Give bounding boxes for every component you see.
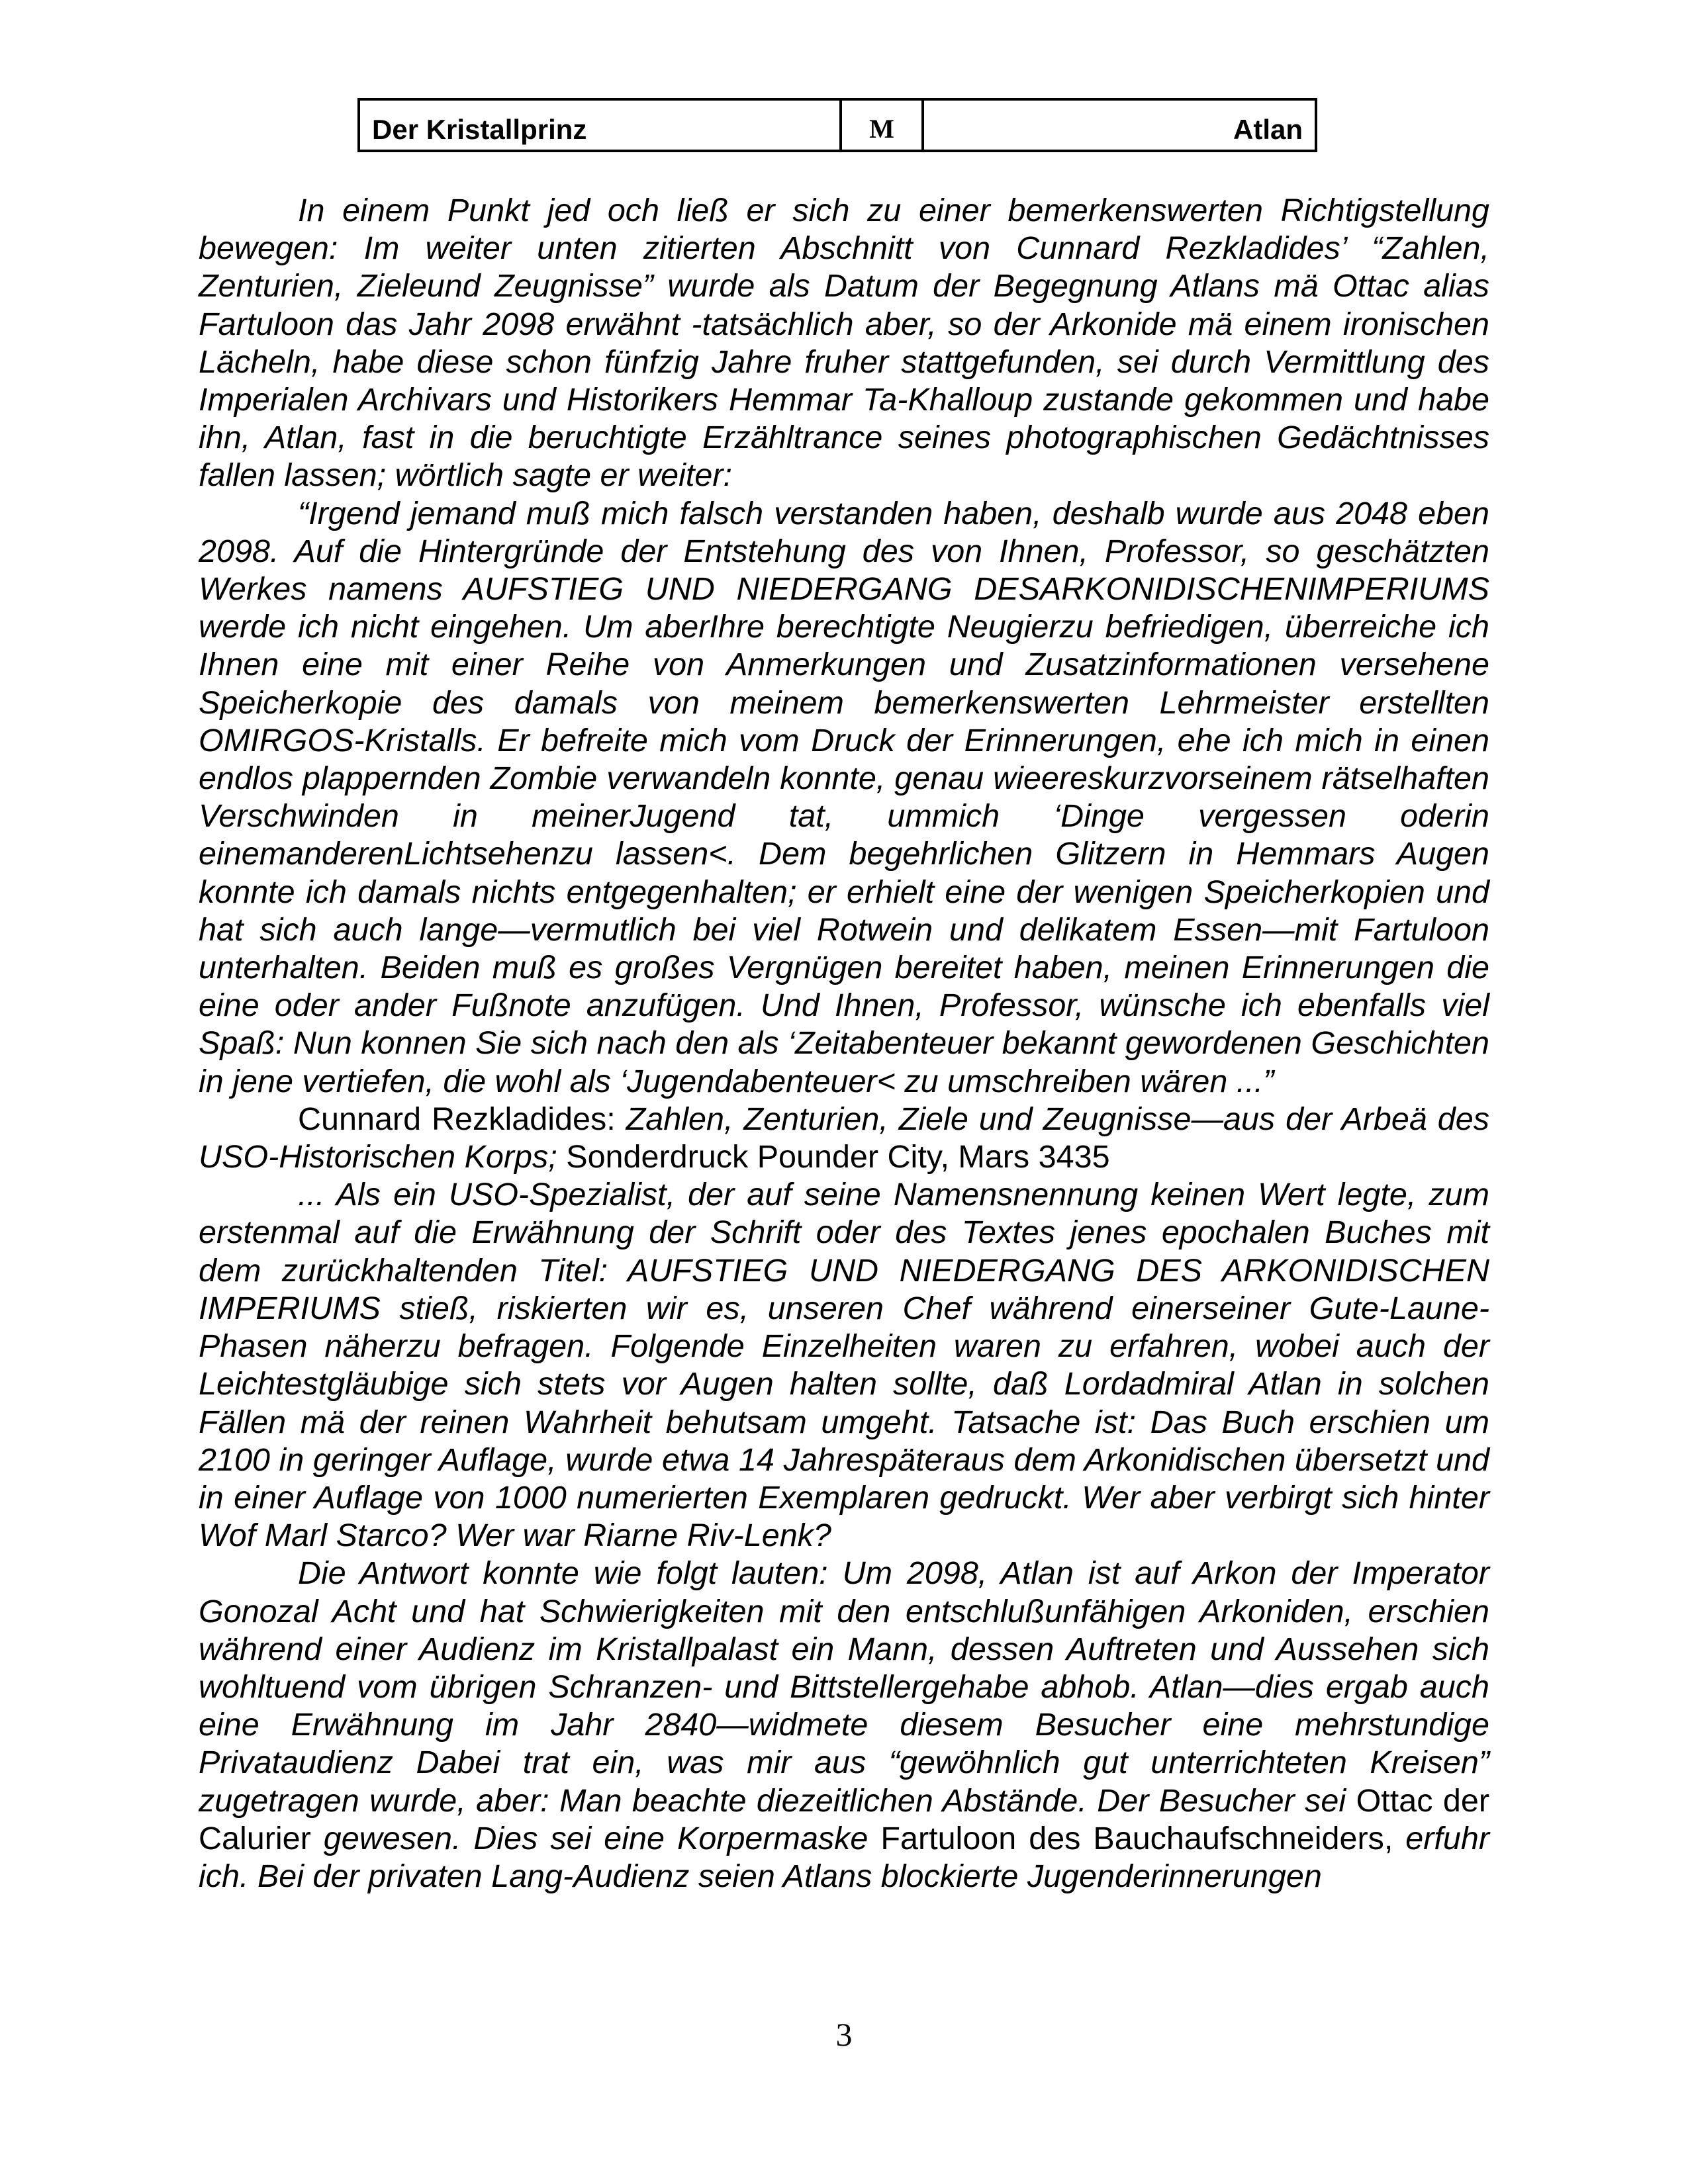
paragraph-5-part-d: Fartuloon des Bauchaufschneiders,: [880, 1820, 1393, 1856]
paragraph-5-part-c: gewesen. Dies sei eine Korpermaske: [310, 1820, 881, 1856]
paragraph-5: [199, 1555, 1489, 1895]
citation-title: Zahlen, Zenturien, Ziele und Zeugnisse—aus der Arbeä des USO-Historischen Korps;: [199, 1101, 1489, 1175]
paragraph-5-part-a: Die Antwort konnte wie folgt lauten: Um 2098, Atlan ist auf Arkon der Imperator Gonozal Acht und hat Schwierigkeiten mit den entschlußunfähigen Arkoniden, erschien während einer Audienz im Kristallpalast ein Mann, dessen Auftreten und Aussehen sich wohltuend vom übrigen Schranzen- und Bittstellergehabe abhob. Atlan—dies ergab auch eine Erwähnung im Jahr 2840—widmete diesem Besucher eine mehrstundige Privataudienz Dabei trat ein, was mir aus “gewöhnlich gut unterrichteten Kreisen” zugetragen wurde, aber: Man beachte diezeitlichen Abstände. Der Besucher sei: [199, 1555, 1489, 1819]
page-number: 3: [835, 2016, 853, 2053]
paragraph-4: ... Als ein USO-Spezialist, der auf seine Namensnennung keinen Wert legte, zum erstenmal auf die Erwähnung der Schrift oder des Textes jenes epochalen Buches mit dem zurückhaltenden Titel: AUFSTIEG UND NIEDERGANG DES ARKONIDISCHEN IMPERIUMS stieß, riskierten wir es, unseren Chef während einerseiner Gute-Laune-Phasen näherzu befragen. Folgende Einzelheiten waren zu erfahren, wobei auch der Leichtestgläubige sich stets vor Augen halten sollte, daß Lordadmiral Atlan in solchen Fällen mä der reinen Wahrheit behutsam umgeht. Tatsache ist: Das Buch erschien um 2100 in geringer Auflage, wurde etwa 14 Jahrespäteraus dem Arkonidischen übersetzt und in einer Auflage von 1000 numerierten Exemplaren gedruckt. Wer aber verbirgt sich hinter Wof Marl Starco? Wer war Riarne Riv-Lenk?: [199, 1177, 1489, 1554]
paragraph-5-part-e: erfuhr ich. Bei der privaten Lang-Audienz seien Atlans blockierte Jugenderinnerungen: [199, 1820, 1490, 1894]
citation-publisher: Sonderdruck Pounder City, Mars 3435: [557, 1139, 1110, 1175]
paragraph-5-part-b: Ottac der Calurier: [199, 1782, 1489, 1856]
header-mark: M: [842, 101, 924, 150]
citation-author: Cunnard Rezkladides:: [298, 1101, 626, 1137]
paragraph-2-quote: “Irgend jemand muß mich falsch verstanden haben, deshalb wurde aus 2048 eben 2098. Auf die Hintergründe der Entstehung des von Ihnen, Professor, so geschätzten Werkes namens AUFSTIEG UND NIEDERGANG DESARKONIDISCHENIMPERIUMS werde ich nicht eingehen. Um aberIhre berechtigte Neugierzu befriedigen, überreiche ich Ihnen eine mit einer Reihe von Anmerkungen und Zusatzinformationen versehene Speicherkopie des damals von meinem bemerkenswerten Lehrmeister erstellten OMIRGOS-Kristalls. Er befreite mich vom Druck der Erinnerungen, ehe ich mich in einen endlos plappernden Zombie verwandeln konnte, genau wieereskurzvorseinem rätselhaften Verschwinden in meinerJugend tat, ummich ‘Dinge vergessen oderin einemanderenLichtsehenzu lassen<. Dem begehrlichen Glitzern in Hemmars Augen konnte ich damals nichts entgegenhalten; er erhielt eine der wenigen Speicherkopien und hat sich auch lange—vermutlich bei viel Rotwein und delikatem Essen—mit Fartuloon unterhalten. Beiden muß es großes Vergnügen bereitet haben, meinen Erinnerungen die eine oder ander Fußnote anzufügen. Und Ihnen, Professor, wünsche ich ebenfalls viel Spaß: Nun konnen Sie sich nach den als ‘Zeitabenteuer bekannt gewordenen Geschichten in jene vertiefen, die wohl als ‘Jugendabenteuer< zu umschreiben wären ...”: [199, 495, 1489, 1099]
paragraph-1: In einem Punkt jed och ließ er sich zu einer bemerkenswerten Richtigstellung bewegen: Im weiter unten zitierten Abschnitt von Cunnard Rezkladides’ “Zahlen, Zenturien, Zieleund Zeugnisse” wurde als Datum der Begegnung Atlans mä Ottac alias Fartuloon das Jahr 2098 erwähnt -tatsächlich aber, so der Arkonide mä einem ironischen Lächeln, habe diese schon fünfzig Jahre fruher stattgefunden, sei durch Vermittlung des Imperialen Archivars und Historikers Hemmar Ta-Khalloup zustande gekommen und habe ihn, Atlan, fast in die beruchtigte Erzähltrance seines photographischen Gedächtnisses fallen lassen; wörtlich sagte er weiter:: [199, 193, 1489, 494]
running-header: [357, 98, 1317, 152]
paragraph-3-citation: [199, 1101, 1489, 1176]
header-series-name: Atlan: [1233, 114, 1303, 145]
page-body: [199, 192, 1489, 1895]
header-book-title: Der Kristallprinz: [360, 101, 842, 150]
